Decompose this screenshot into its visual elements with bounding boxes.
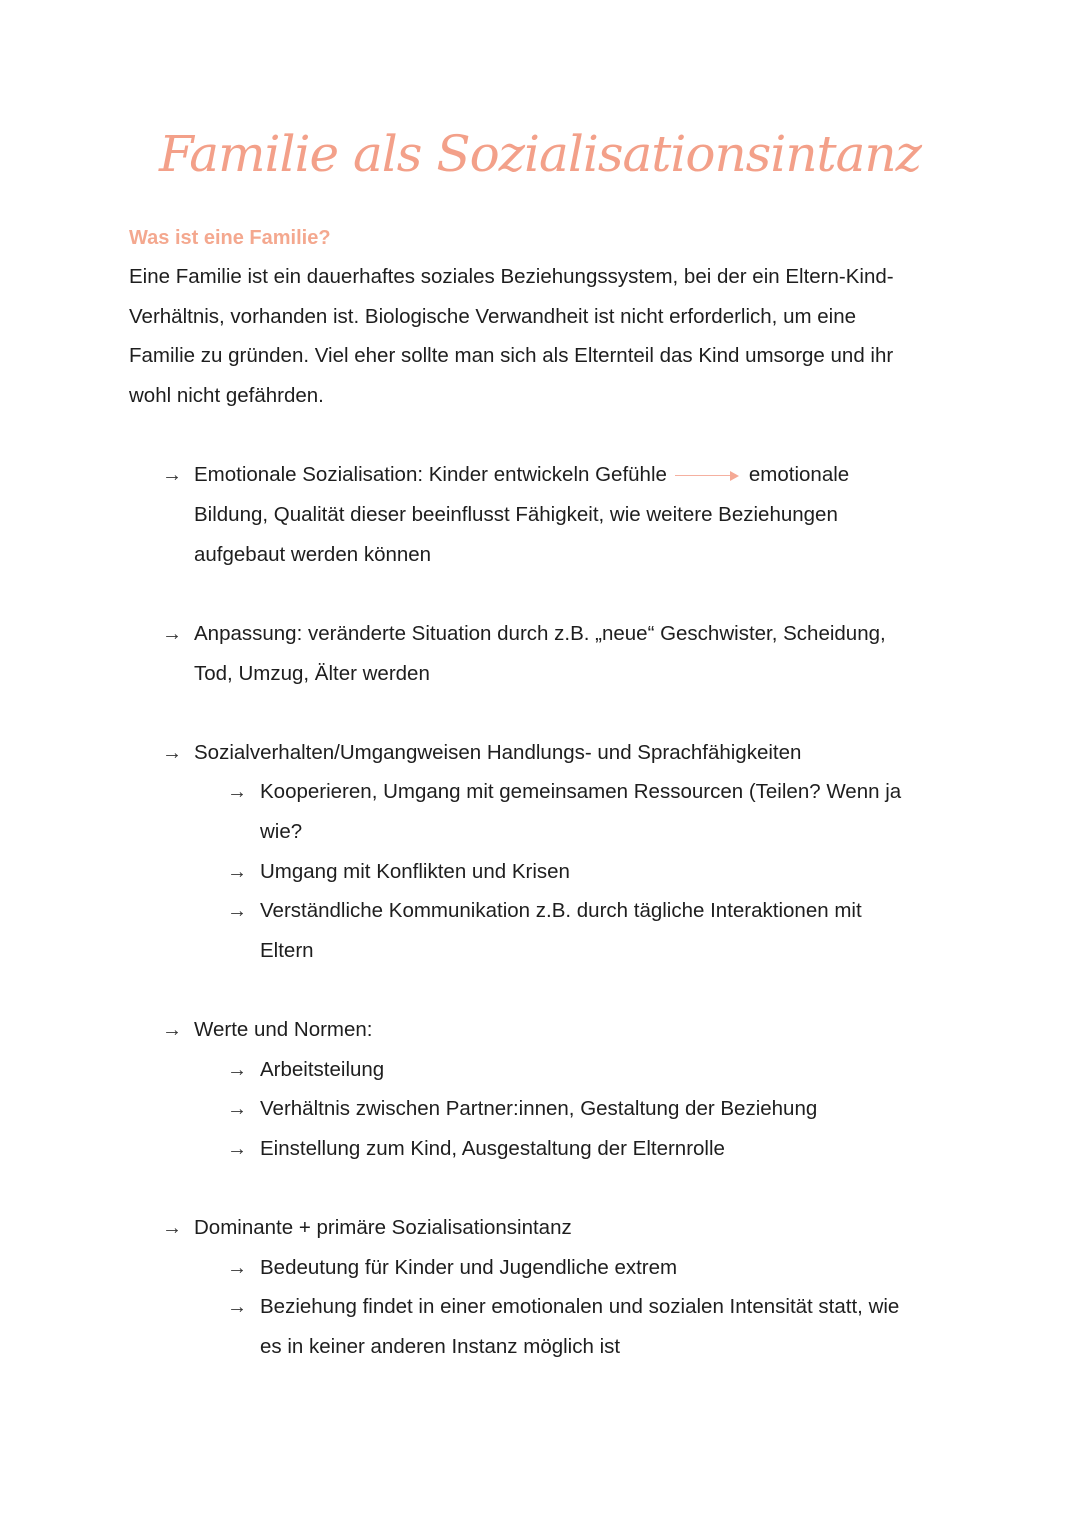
list-item-line: Anpassung: veränderte Situation durch z.B. „neue“ Geschwister, Scheidung, (194, 622, 886, 645)
sub-item-line: Einstellung zum Kind, Ausgestaltung der Elternrolle (260, 1137, 725, 1160)
list-item-line: Bildung, Qualität dieser beeinflusst Fähigkeit, wie weitere Beziehungen (194, 503, 838, 526)
sub-item-line: wie? (260, 820, 303, 843)
arrow-icon: → (227, 1059, 247, 1081)
list-item-line: Dominante + primäre Sozialisationsintanz (194, 1216, 572, 1239)
section-heading: Was ist eine Familie? (129, 227, 331, 249)
list-item-line: aufgebaut werden können (194, 543, 432, 566)
sub-item-line: Umgang mit Konflikten und Krisen (260, 860, 570, 883)
arrow-icon: → (162, 1217, 182, 1239)
sub-item-line: Beziehung findet in einer emotionalen und sozialen Intensität statt, wie (260, 1295, 900, 1318)
sub-item-line: Verhältnis zwischen Partner:innen, Gestaltung der Beziehung (260, 1097, 818, 1120)
arrow-icon: → (227, 1098, 247, 1120)
arrow-icon: → (162, 623, 182, 645)
sub-item-line: Eltern (260, 939, 314, 962)
list-item-text: Emotionale Sozialisation: Kinder entwickeln Gefühle (194, 463, 667, 486)
long-arrow-icon (675, 471, 739, 481)
list-item-line: Sozialverhalten/Umgangweisen Handlungs- und Sprachfähigkeiten (194, 741, 802, 764)
arrow-icon: → (162, 464, 182, 486)
sub-item-line: Verständliche Kommunikation z.B. durch tägliche Interaktionen mit (260, 899, 862, 922)
page-title: Familie als Sozialisationsintanz (159, 125, 921, 183)
intro-line: Eine Familie ist ein dauerhaftes soziales Beziehungssystem, bei der ein Eltern-Kind- (129, 265, 894, 288)
intro-line: Familie zu gründen. Viel eher sollte man sich als Elternteil das Kind umsorge und ihr (129, 344, 894, 367)
list-item-line: Tod, Umzug, Älter werden (194, 662, 430, 685)
intro-line: wohl nicht gefährden. (129, 384, 324, 407)
arrow-icon: → (227, 1257, 247, 1279)
intro-line: Verhältnis, vorhanden ist. Biologische Verwandheit ist nicht erforderlich, um eine (129, 305, 857, 328)
sub-item-line: Arbeitsteilung (260, 1058, 385, 1081)
arrow-icon: → (227, 861, 247, 883)
sub-item-line: Kooperieren, Umgang mit gemeinsamen Ressourcen (Teilen? Wenn ja (260, 780, 902, 803)
list-item-text: emotionale (748, 463, 850, 486)
arrow-icon: → (162, 1019, 182, 1041)
arrow-icon: → (227, 1138, 247, 1160)
arrow-icon: → (227, 900, 247, 922)
arrow-icon: → (227, 781, 247, 803)
sub-item-line: Bedeutung für Kinder und Jugendliche extrem (260, 1256, 678, 1279)
arrow-icon: → (227, 1296, 247, 1318)
sub-item-line: es in keiner anderen Instanz möglich ist (260, 1335, 621, 1358)
arrow-icon: → (162, 742, 182, 764)
list-item-line: Werte und Normen: (194, 1018, 373, 1041)
list-item-line (194, 461, 849, 489)
